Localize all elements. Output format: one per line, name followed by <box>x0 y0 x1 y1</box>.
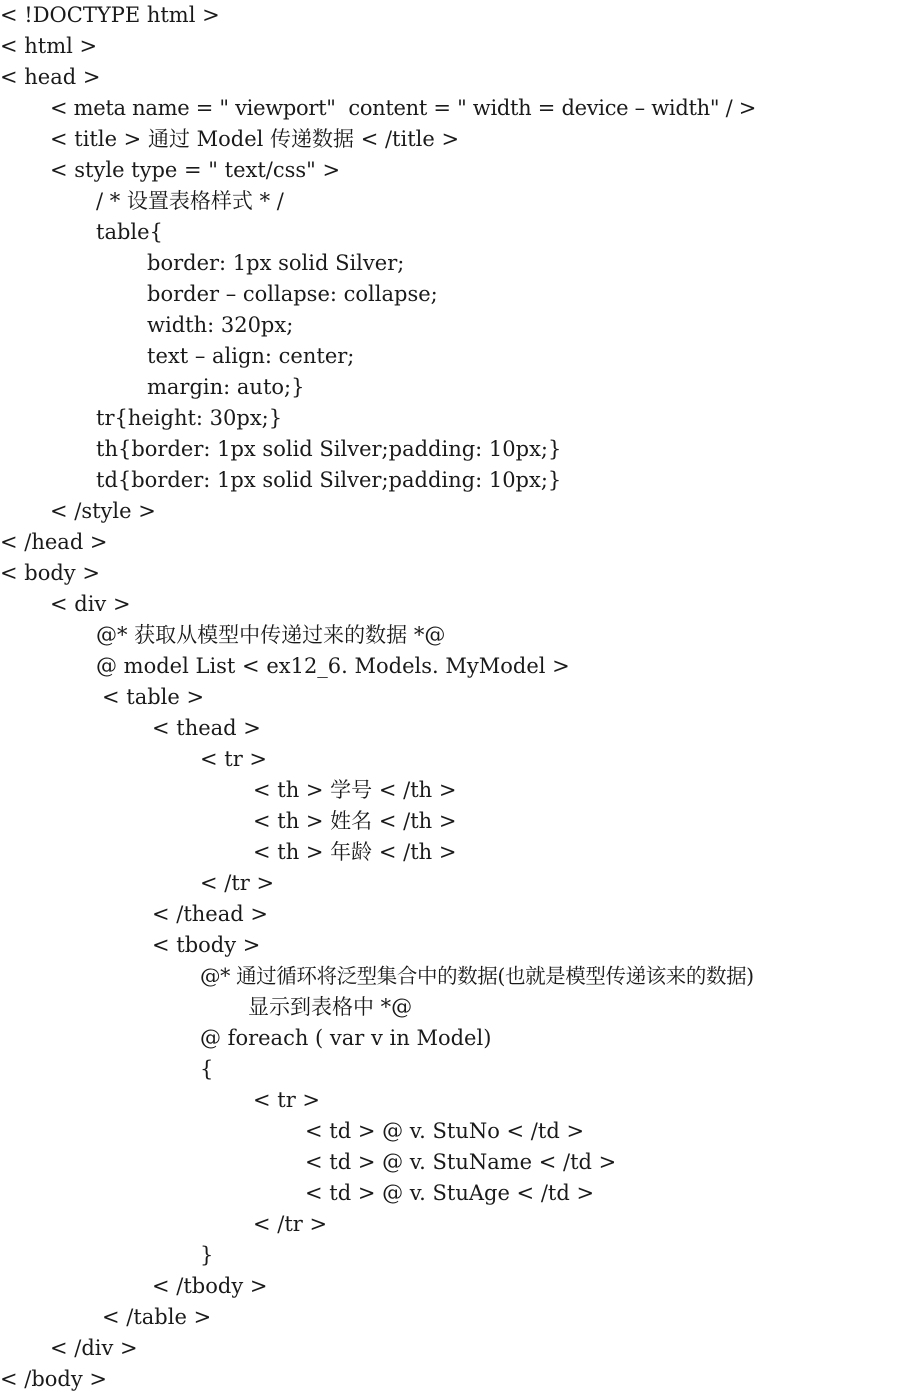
code-line-th-rule: th{border: 1px solid Silver;padding: 10px;} <box>96 437 562 461</box>
code-line-doctype: < !DOCTYPE html > <box>0 3 220 27</box>
code-line-title: < title > 通过 Model 传递数据 < /title > <box>50 127 460 151</box>
code-line-td-stuage: < td > @ v. StuAge < /td > <box>305 1181 595 1205</box>
code-line-foreach-brace-close: } <box>200 1243 214 1267</box>
code-line-body-close: < /body > <box>0 1367 108 1391</box>
code-line-table-close: < /table > <box>102 1305 212 1329</box>
code-line-razor-comment: @* 获取从模型中传递过来的数据 *@ <box>96 623 446 647</box>
code-line-div-close: < /div > <box>50 1336 138 1360</box>
code-line-table-selector: table{ <box>96 220 163 244</box>
code-line-tbody-tr-open: < tr > <box>253 1088 321 1112</box>
code-line-td-stuname: < td > @ v. StuName < /td > <box>305 1150 617 1174</box>
code-line-thead-close: < /thead > <box>152 902 268 926</box>
code-line-tbody-open: < tbody > <box>152 933 261 957</box>
code-line-foreach-brace-open: { <box>200 1057 214 1081</box>
code-line-loop-comment-continued: 显示到表格中 *@ <box>248 995 413 1019</box>
code-line-foreach: @ foreach ( var v in Model) <box>200 1026 492 1050</box>
code-line-thead-tr-close: < /tr > <box>200 871 275 895</box>
code-line-td-rule: td{border: 1px solid Silver;padding: 10px;} <box>96 468 562 492</box>
code-line-div-open: < div > <box>50 592 131 616</box>
code-line-html-open: < html > <box>0 34 98 58</box>
code-line-style-open: < style type = " text/css" > <box>50 158 341 182</box>
code-line-table-open: < table > <box>102 685 205 709</box>
code-line-head-open: < head > <box>0 65 101 89</box>
code-line-border: border: 1px solid Silver; <box>147 251 405 275</box>
code-line-th-student-no: < th > 学号 < /th > <box>253 778 457 802</box>
code-line-th-name: < th > 姓名 < /th > <box>253 809 457 833</box>
code-line-head-close: < /head > <box>0 530 108 554</box>
code-line-thead-open: < thead > <box>152 716 261 740</box>
code-line-td-stuno: < td > @ v. StuNo < /td > <box>305 1119 585 1143</box>
code-line-loop-comment: @* 通过循环将泛型集合中的数据(也就是模型传递该来的数据) <box>200 964 754 988</box>
code-line-tbody-tr-close: < /tr > <box>253 1212 328 1236</box>
code-line-th-age: < th > 年龄 < /th > <box>253 840 457 864</box>
code-line-border-collapse: border – collapse: collapse; <box>147 282 438 306</box>
code-line-body-open: < body > <box>0 561 100 585</box>
code-line-text-align: text – align: center; <box>147 344 355 368</box>
code-line-style-close: < /style > <box>50 499 156 523</box>
code-line-tbody-close: < /tbody > <box>152 1274 268 1298</box>
code-line-width: width: 320px; <box>147 313 294 337</box>
code-line-model-directive: @ model List < ex12_6. Models. MyModel > <box>96 654 570 678</box>
code-line-meta-viewport: < meta name = " viewport" content = " width = device – width" / > <box>50 96 757 120</box>
code-line-margin: margin: auto;} <box>147 375 305 399</box>
code-line-thead-tr-open: < tr > <box>200 747 268 771</box>
code-line-tr-rule: tr{height: 30px;} <box>96 406 283 430</box>
code-line-style-comment: / * 设置表格样式 * / <box>96 189 284 213</box>
